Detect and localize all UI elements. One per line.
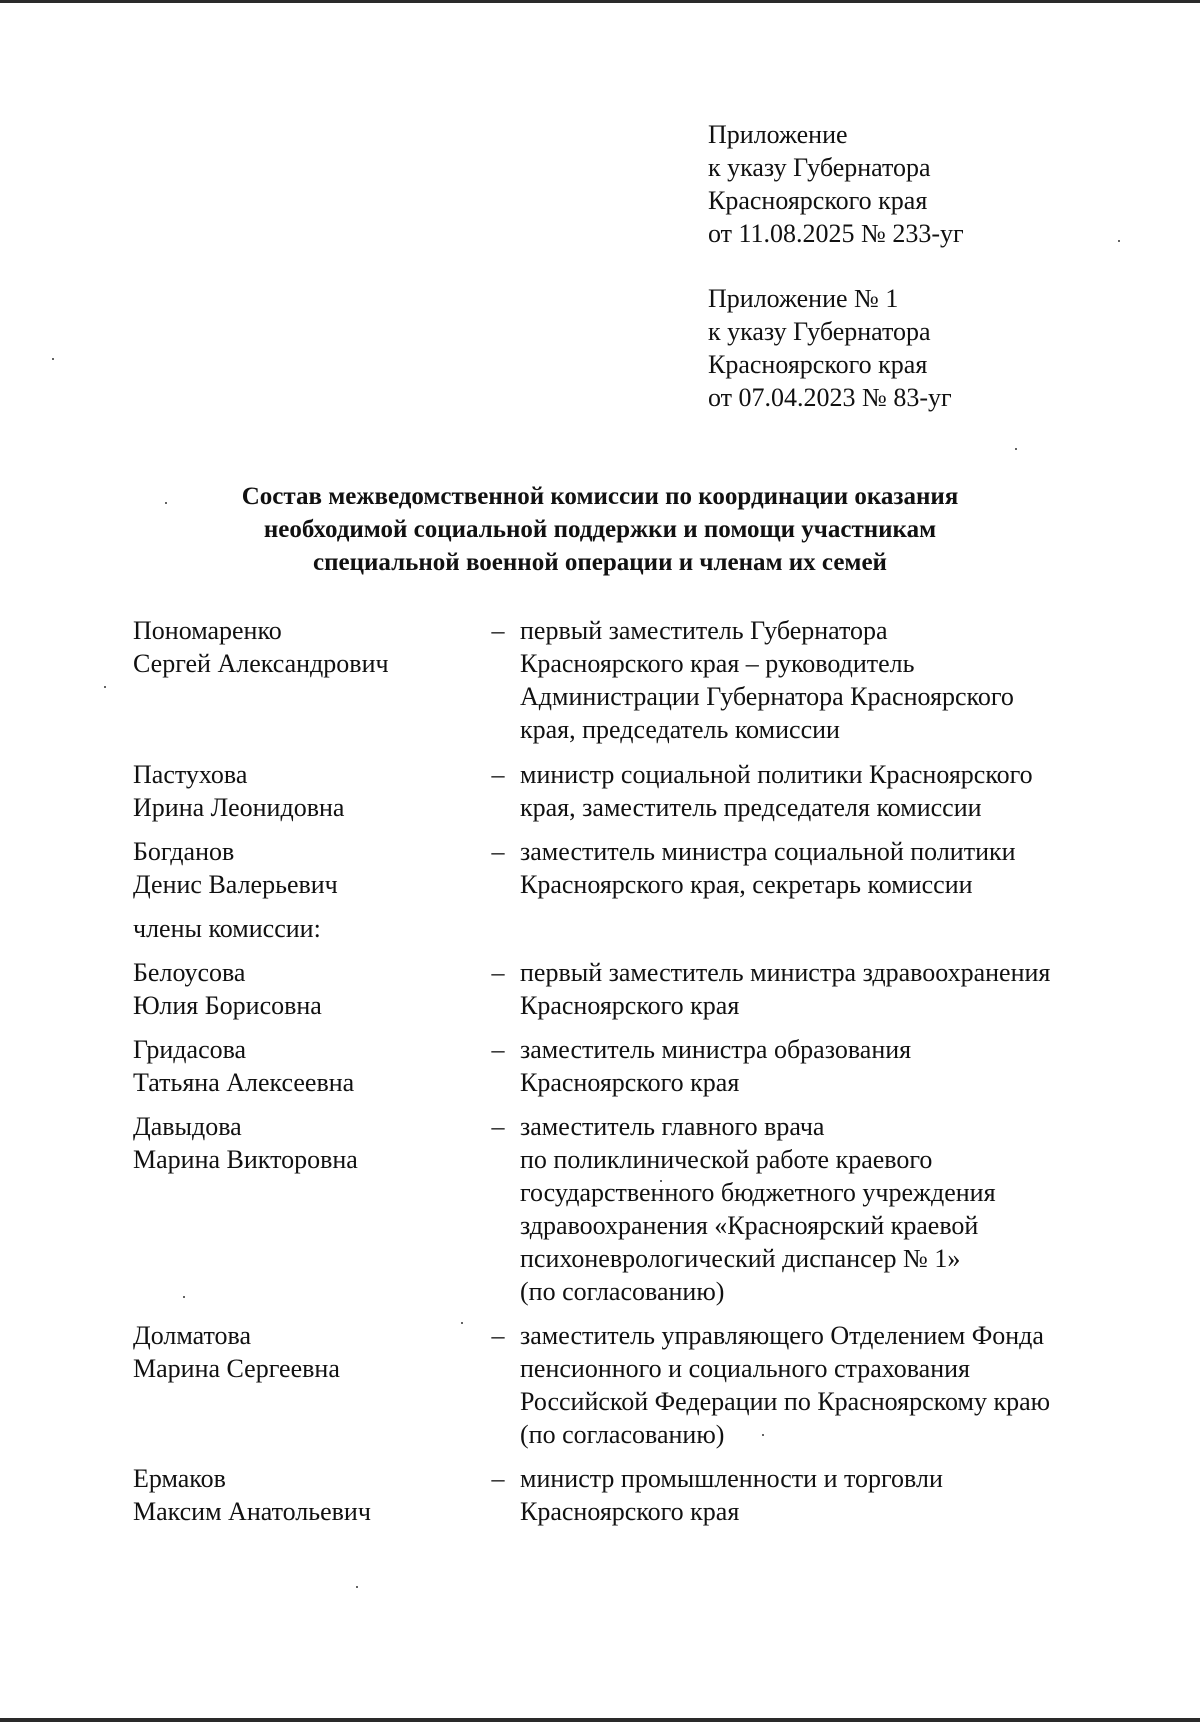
member-entry xyxy=(133,835,1133,912)
member-surname: Богданов xyxy=(133,837,235,866)
member-surname: Пастухова xyxy=(133,760,248,789)
appendix-line: Приложение № 1 xyxy=(708,284,899,313)
member-surname: Пономаренко xyxy=(133,616,282,645)
title-line: специальной военной операции и членам их семей xyxy=(313,549,887,576)
scan-speck xyxy=(1118,240,1120,242)
member-surname: Долматова xyxy=(133,1321,252,1350)
scan-top-edge xyxy=(0,0,1200,3)
member-role xyxy=(520,1033,1120,1099)
dash-separator: – xyxy=(491,1464,505,1493)
appendix-original-reference xyxy=(708,282,952,414)
role-line: Красноярского края – руководитель xyxy=(520,649,915,678)
appendix-line: Красноярского края xyxy=(708,186,928,215)
role-line: края, председатель комиссии xyxy=(520,715,840,744)
role-line: заместитель министра социальной политики xyxy=(520,837,1016,866)
member-name xyxy=(133,835,473,901)
role-line: министр социальной политики Красноярского xyxy=(520,760,1033,789)
member-entry xyxy=(133,1462,1133,1532)
member-entry xyxy=(133,614,1133,758)
dash-separator: – xyxy=(491,1035,505,1064)
role-line: заместитель министра образования xyxy=(520,1035,912,1064)
role-line: Российской Федерации по Красноярскому краю xyxy=(520,1387,1051,1416)
appendix-line: к указу Губернатора xyxy=(708,153,931,182)
role-line: первый заместитель Губернатора xyxy=(520,616,888,645)
appendix-current-reference xyxy=(708,118,964,250)
member-role xyxy=(520,1110,1120,1308)
dash-separator: – xyxy=(491,1321,505,1350)
member-given-names: Марина Викторовна xyxy=(133,1145,358,1174)
role-line: по поликлинической работе краевого xyxy=(520,1145,933,1174)
member-role xyxy=(520,614,1120,746)
members-section-label: члены комиссии: xyxy=(133,914,321,943)
member-role xyxy=(520,1462,1120,1528)
dash-separator: – xyxy=(491,616,505,645)
member-entry xyxy=(133,1033,1133,1110)
appendix-date-number: от 07.04.2023 № 83-уг xyxy=(708,383,952,412)
title-line: Состав межведомственной комиссии по координации оказания xyxy=(241,483,959,510)
member-given-names: Ирина Леонидовна xyxy=(133,793,345,822)
role-line: министр промышленности и торговли xyxy=(520,1464,943,1493)
member-name xyxy=(133,1033,473,1099)
document-title xyxy=(0,480,1200,579)
dash-separator: – xyxy=(491,958,505,987)
scan-speck xyxy=(1015,448,1017,450)
role-line: государственного бюджетного учреждения xyxy=(520,1178,996,1207)
appendix-date-number: от 11.08.2025 № 233-уг xyxy=(708,219,964,248)
role-line: Администрации Губернатора Красноярского xyxy=(520,682,1014,711)
role-line: Красноярского края, секретарь комиссии xyxy=(520,870,973,899)
member-given-names: Юлия Борисовна xyxy=(133,991,322,1020)
role-line: психоневрологический диспансер № 1» xyxy=(520,1244,961,1273)
title-line: необходимой социальной поддержки и помощи участникам xyxy=(263,516,937,543)
member-name xyxy=(133,1110,473,1176)
role-line: (по согласованию) xyxy=(520,1277,725,1306)
member-name xyxy=(133,614,473,680)
role-line: края, заместитель председателя комиссии xyxy=(520,793,982,822)
member-name xyxy=(133,1462,473,1528)
member-name xyxy=(133,1319,473,1385)
member-entry xyxy=(133,956,1133,1033)
appendix-line: к указу Губернатора xyxy=(708,317,931,346)
member-given-names: Татьяна Алексеевна xyxy=(133,1068,355,1097)
member-role xyxy=(520,956,1120,1022)
member-surname: Давыдова xyxy=(133,1112,242,1141)
member-given-names: Сергей Александрович xyxy=(133,649,389,678)
dash-separator: – xyxy=(491,837,505,866)
role-line: Красноярского края xyxy=(520,1068,740,1097)
member-given-names: Денис Валерьевич xyxy=(133,870,338,899)
role-line: заместитель управляющего Отделением Фонда xyxy=(520,1321,1044,1350)
member-role xyxy=(520,835,1120,901)
role-line: пенсионного и социального страхования xyxy=(520,1354,971,1383)
role-line: Красноярского края xyxy=(520,1497,740,1526)
appendix-line: Приложение xyxy=(708,120,848,149)
member-given-names: Максим Анатольевич xyxy=(133,1497,371,1526)
role-line: заместитель главного врача xyxy=(520,1112,825,1141)
role-line: Красноярского края xyxy=(520,991,740,1020)
appendix-line: Красноярского края xyxy=(708,350,928,379)
member-surname: Белоусова xyxy=(133,958,246,987)
member-surname: Ермаков xyxy=(133,1464,226,1493)
dash-separator: – xyxy=(491,1112,505,1141)
member-role xyxy=(520,758,1120,824)
role-line: (по согласованию) xyxy=(520,1420,725,1449)
member-surname: Гридасова xyxy=(133,1035,247,1064)
member-entry xyxy=(133,1319,1133,1462)
scan-speck xyxy=(104,686,106,688)
member-entry xyxy=(133,1110,1133,1319)
member-entry xyxy=(133,758,1133,835)
member-role xyxy=(520,1319,1120,1451)
role-line: первый заместитель министра здравоохранения xyxy=(520,958,1051,987)
member-name xyxy=(133,956,473,1022)
scan-speck xyxy=(356,1586,358,1588)
dash-separator: – xyxy=(491,760,505,789)
member-name xyxy=(133,758,473,824)
scan-bottom-edge xyxy=(0,1718,1200,1722)
role-line: здравоохранения «Красноярский краевой xyxy=(520,1211,979,1240)
commission-members-list xyxy=(133,614,1133,1532)
member-given-names: Марина Сергеевна xyxy=(133,1354,340,1383)
scan-speck xyxy=(52,358,54,360)
